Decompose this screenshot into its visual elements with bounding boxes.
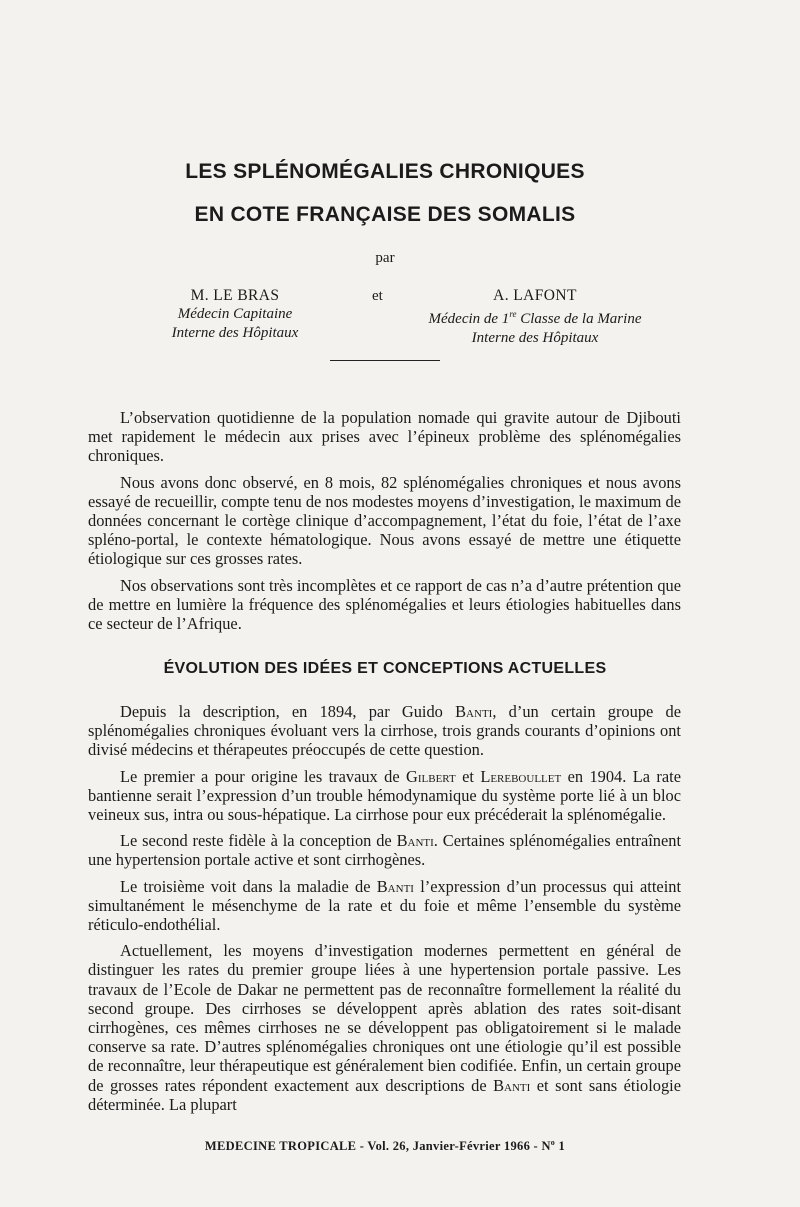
- introduction: [88, 408, 681, 640]
- author-2-role-1: Médecin de 1re Classe de la Marine: [428, 309, 642, 327]
- evolution-paragraph-3: Le second reste fidèle à la conception de Banti. Certaines splénomégalies entraînent une hypertension portale active et sont cirrhogènes.: [88, 831, 681, 870]
- journal-number: $N^o$ 1: [541, 1138, 566, 1154]
- author-2-role-2: Interne des Hôpitaux: [471, 330, 599, 346]
- journal-volume: Vol. 26, Janvier-Février 1966: [367, 1139, 531, 1154]
- article-title-line-1: LES SPLÉNOMÉGALIES CHRONIQUES: [185, 160, 585, 183]
- evolution-paragraph-4: Le troisième voit dans la maladie de Banti l’expression d’un processus qui atteint simultanément le mésenchyme de la rate et du foie et même l’ensemble du système réticulo-endothélial.: [88, 876, 681, 935]
- intro-paragraph-2: Nous avons donc observé, en 8 mois, 82 splénomégalies chroniques et nous avons essayé de recueillir, compte tenu de nos modestes moyens d’investigation, le maximum de données concernant le cortège clinique d’accompagnement, l’état du foie, l’état de l’axe spléno-portal, le contexte hématologique. Nous avons essayé de mettre une étiquette étiologique sur ces grosses rates.: [88, 472, 681, 569]
- author-2-name: A. LAFONT: [493, 287, 577, 304]
- journal-name: MEDECINE TROPICALE: [204, 1139, 357, 1154]
- evolution-paragraph-1: Depuis la description, en 1894, par Guido Banti, d’un certain groupe de splénomégalies chroniques évoluant vers la cirrhose, trois grands courants d’opinions ont divisé médecins et thérapeutes préoccupés de cette question.: [88, 702, 681, 760]
- author-2: [410, 286, 660, 348]
- intro-paragraph-1: L’observation quotidienne de la population nomade qui gravite autour de Djibouti met rapidement le médecin aux prises avec l’épineux problème des splénomégalies chroniques.: [88, 408, 681, 466]
- author-1-role-1: Médecin Capitaine: [177, 306, 293, 322]
- title-separator-rule: [330, 360, 440, 361]
- author-1: [160, 286, 310, 343]
- journal-footer: MEDECINE TROPICALE - Vol. 26, Janvier-Février $1966 - N^o$ 1: [204, 1138, 566, 1154]
- and-label: et: [372, 288, 383, 304]
- evolution-section-body: [88, 702, 681, 1121]
- author-1-role-2: Interne des Hôpitaux: [171, 325, 299, 341]
- by-label: par: [375, 250, 395, 266]
- author-1-name: M. LE BRAS: [190, 287, 280, 304]
- evolution-paragraph-2: Le premier a pour origine les travaux de Gilbert et Lereboullet en 1904. La rate bantienne serait l’expression d’un trouble hémodynamique du système porte lié à un bloc veineux sus, intra ou sous-hépatique. La cirrhose pour eux précéderait la splénomégalie.: [88, 766, 681, 825]
- evolution-paragraph-5: Actuellement, les moyens d’investigation modernes permettent en général de distinguer les rates du premier groupe liées à une hypertension portale passive. Les travaux de l’Ecole de Dakar ne permettent pas de reconnaître formellement la réalité du second groupe. Des cirrhoses se développent après ablation des rates soit-disant cirrhogènes, ces mêmes cirrhoses ne se développent pas obligatoirement si le malade conserve sa rate. D’autres splénomégalies chroniques ont une étiologie qu’il est possible de reconnaître, leur thérapeutique est généralement bien codifiée. Enfin, un certain groupe de grosses rates répondent exactement aux descriptions de Banti et sont sans étiologie déterminée. La plupart: [88, 941, 681, 1114]
- article-title-line-2: EN COTE FRANÇAISE DES SOMALIS: [194, 203, 576, 226]
- section-heading: ÉVOLUTION DES IDÉES ET CONCEPTIONS ACTUELLES: [163, 660, 607, 677]
- intro-paragraph-3: Nos observations sont très incomplètes et ce rapport de cas n’a d’autre prétention que de mettre en lumière la fréquence des splénomégalies et leurs étiologies habituelles dans ce secteur de l’Afrique.: [88, 575, 681, 634]
